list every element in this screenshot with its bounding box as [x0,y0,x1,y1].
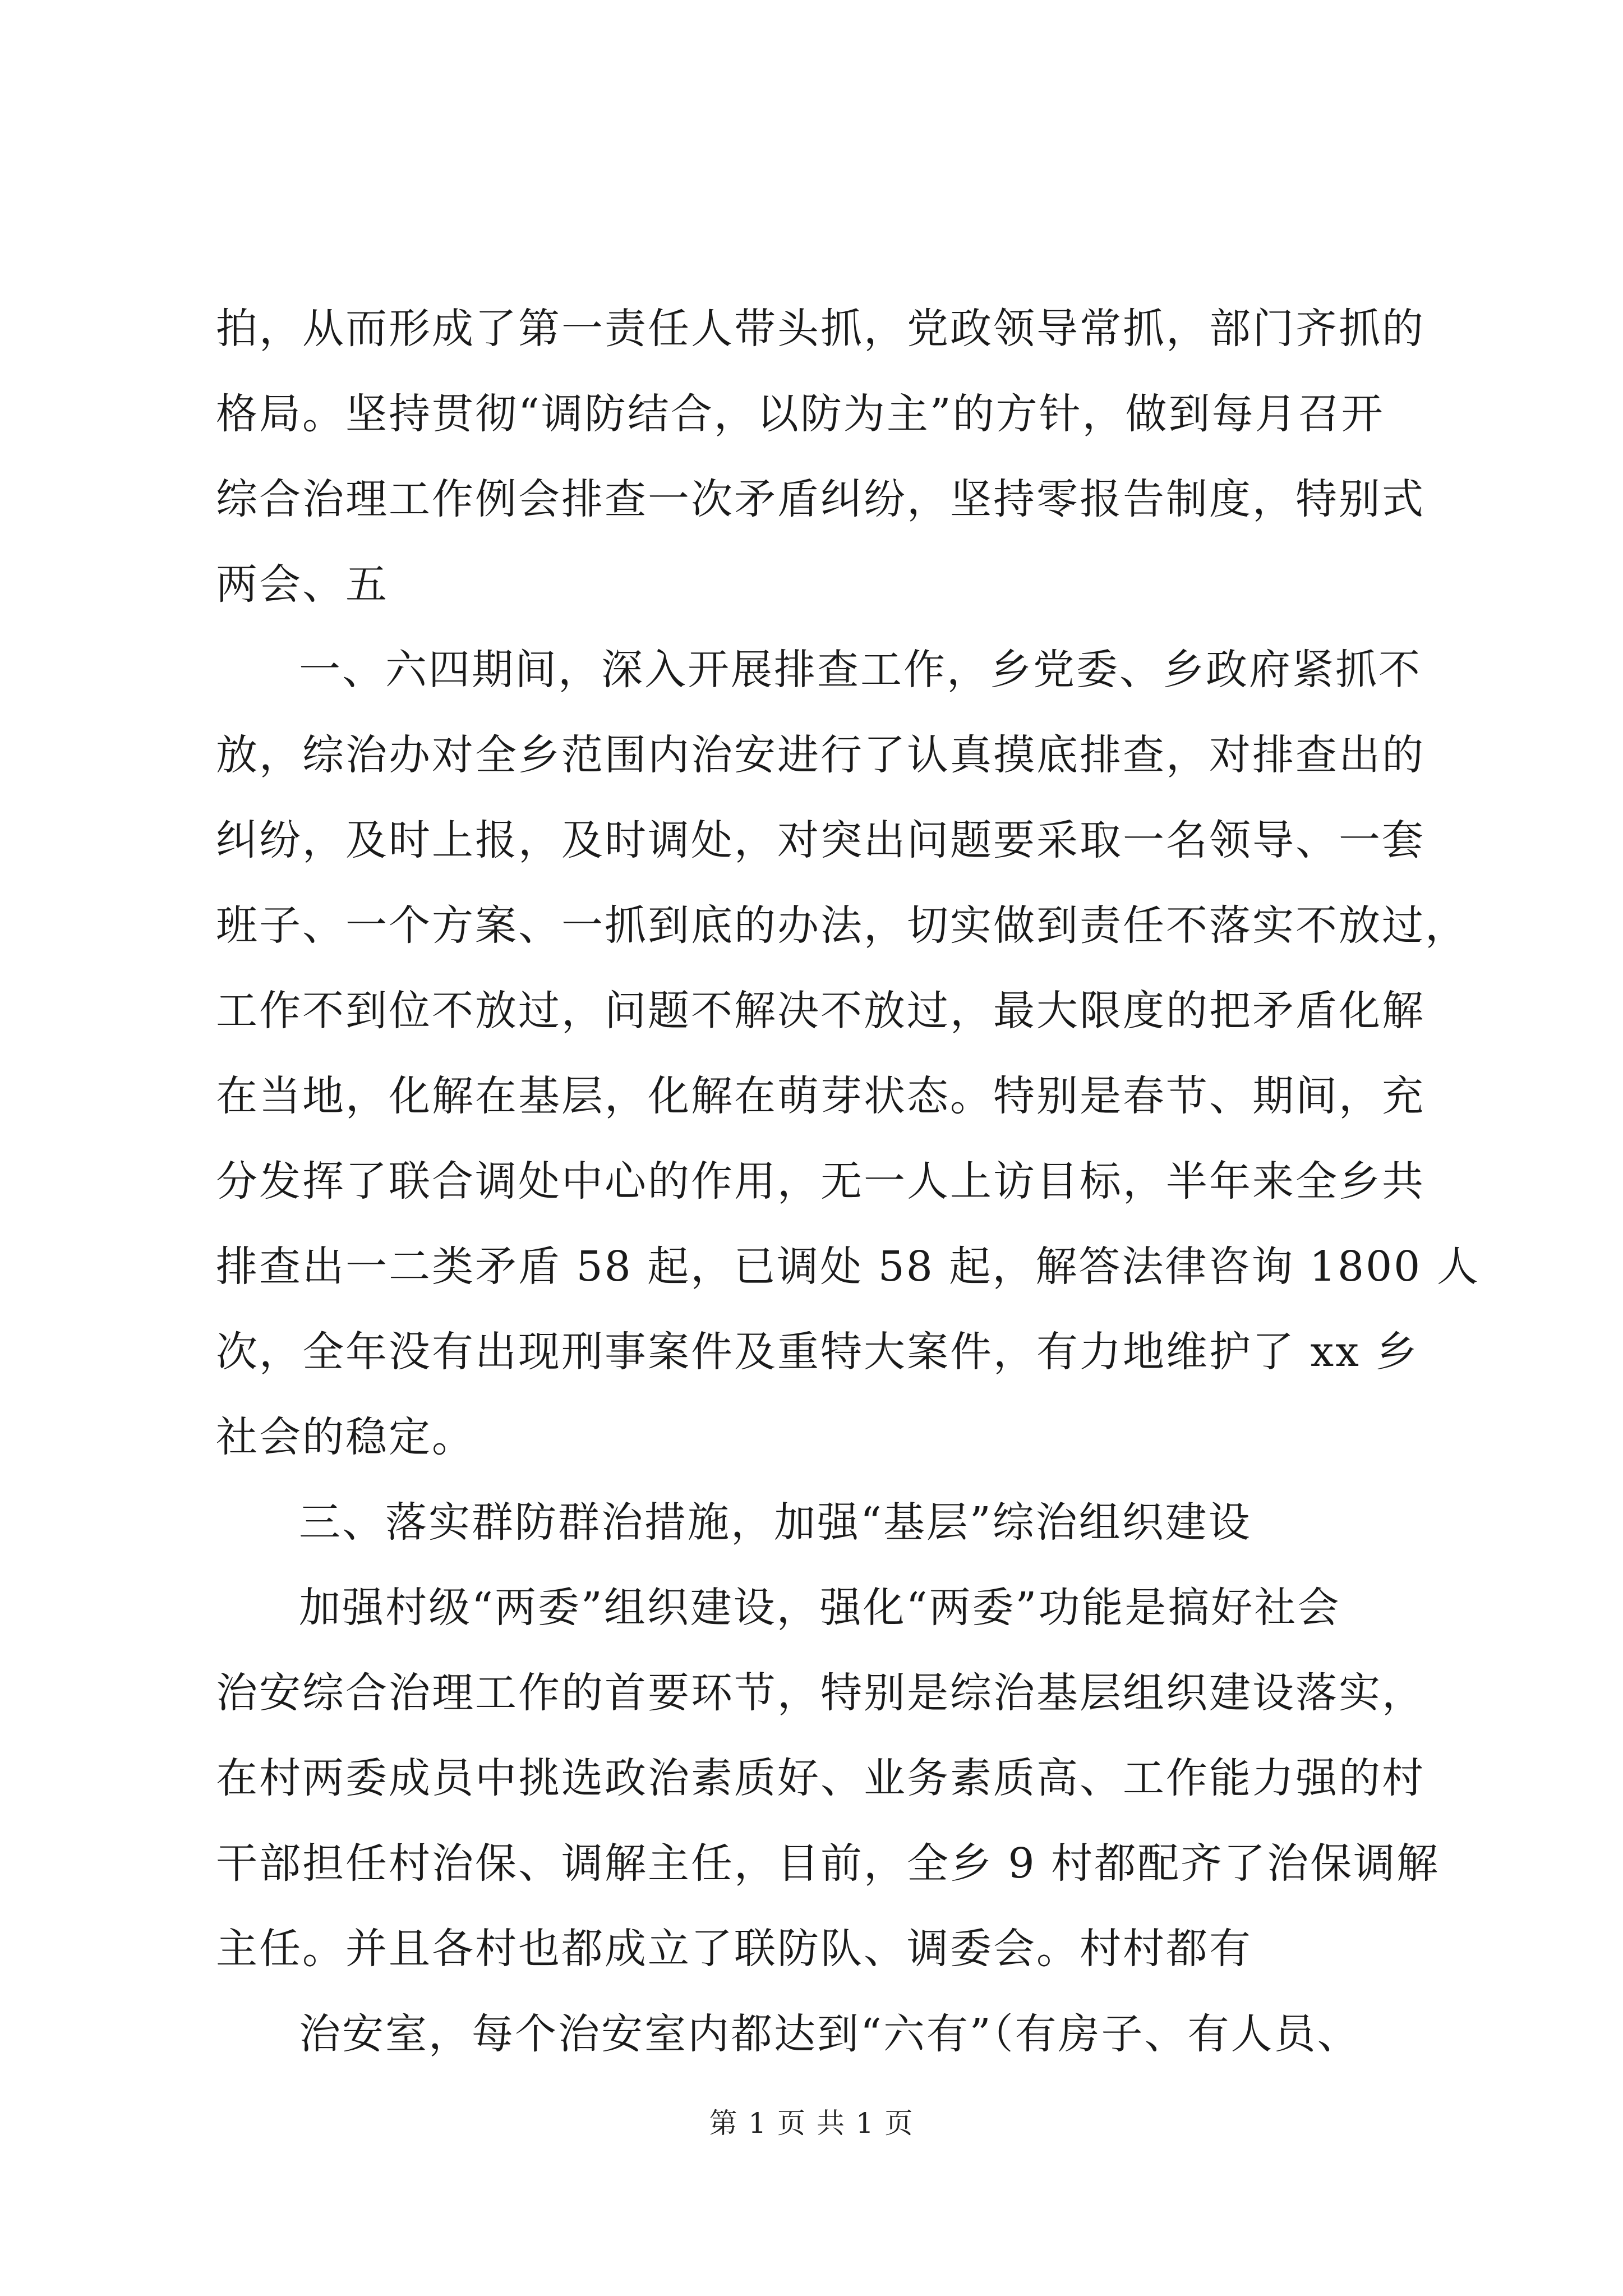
text-line: 格局。坚持贯彻“调防结合，以防为主”的方针，做到每月召开 [216,390,1385,438]
text-line: 分发挥了联合调处中心的作用，无一人上访目标，半年来全乡共 [216,1157,1425,1205]
text-line: 在村两委成员中挑选政治素质好、业务素质高、工作能力强的村 [216,1754,1425,1802]
text-line: 在当地，化解在基层，化解在萌芽状态。特别是春节、期间，充 [216,1072,1425,1120]
text-line: 综合治理工作例会排查一次矛盾纠纷，坚持零报告制度，特别式 [216,475,1425,523]
text-line: 纠纷，及时上报，及时调处，对突出问题要采取一名领导、一套 [216,816,1425,864]
text-line: 工作不到位不放过，问题不解决不放过，最大限度的把矛盾化解 [216,987,1425,1035]
document-body [216,286,1480,2077]
text-line: 排查出一二类矛盾 58 起，已调处 58 起，解答法律咨询 1800 人 [216,1243,1480,1291]
paragraph-start-line: 一、六四期间，深入开展排查工作，乡党委、乡政府紧抓不 [299,646,1422,694]
text-line: 主任。并且各村也都成立了联防队、调委会。村村都有 [216,1925,1252,1973]
paragraph-start-line: 加强村级“两委”组织建设，强化“两委”功能是搞好社会 [299,1584,1341,1632]
page-number-footer: 第 1 页 共 1 页 [709,2107,914,2139]
text-line: 放，综治办对全乡范围内治安进行了认真摸底排查，对排查出的 [216,731,1425,779]
text-line: 社会的稳定。 [216,1413,475,1461]
text-line: 干部担任村治保、调解主任，目前，全乡 9 村都配齐了治保调解 [216,1839,1440,1888]
text-line: 拍，从而形成了第一责任人带头抓，党政领导常抓，部门齐抓的 [216,305,1425,353]
text-line: 班子、一个方案、一抓到底的办法，切实做到责任不落实不放过， [216,901,1468,950]
text-line: 次，全年没有出现刑事案件及重特大案件，有力地维护了 xx 乡 [216,1328,1419,1376]
text-line: 两会、五 [216,560,389,609]
section-heading: 三、落实群防群治措施，加强“基层”综治组织建设 [299,1498,1252,1547]
text-line: 治安综合治理工作的首要环节，特别是综治基层组织建设落实， [216,1669,1425,1717]
paragraph-start-line: 治安室，每个治安室内都达到“六有”（有房子、有人员、 [299,2010,1361,2058]
